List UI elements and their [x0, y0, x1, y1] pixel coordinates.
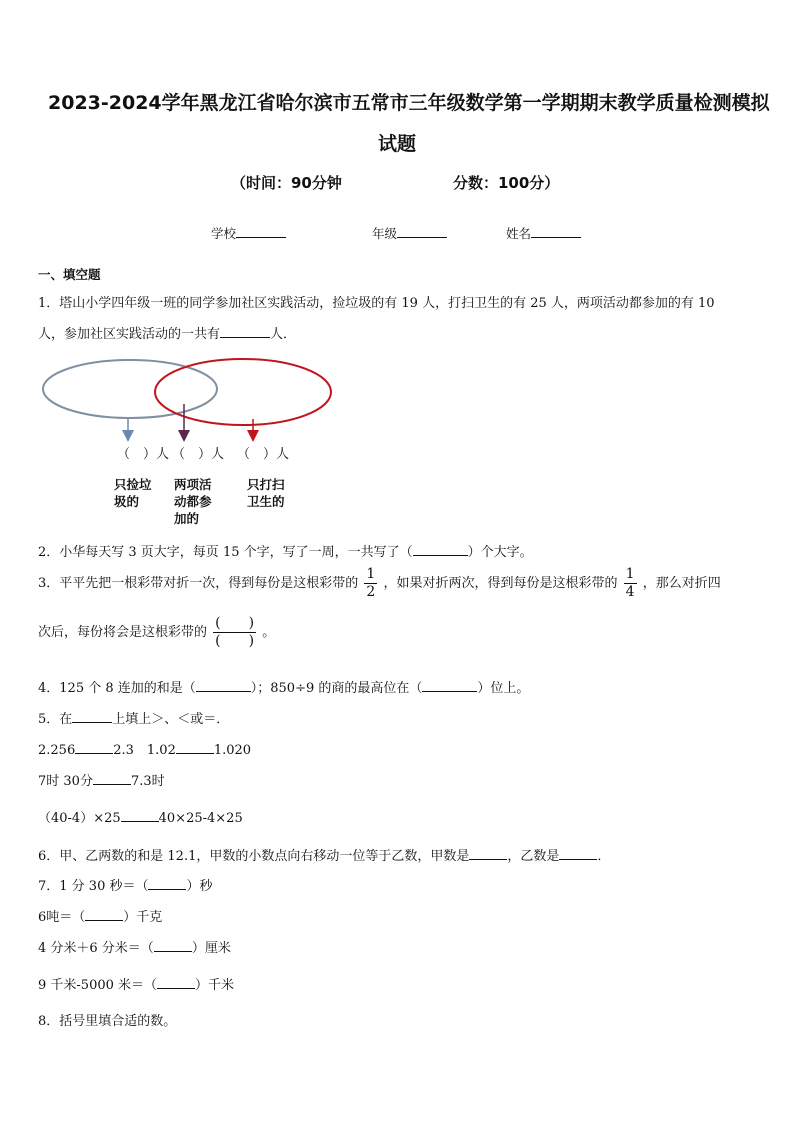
- q3-text-b: ，如果对折两次，得到每份是这根彩带的: [383, 576, 618, 591]
- q4-blank-2[interactable]: [422, 679, 477, 692]
- q6-text-b: ，乙数是: [507, 849, 560, 864]
- q2-answer-blank[interactable]: [413, 543, 468, 556]
- q7-l3-a: 4 分米＋6 分米＝（: [38, 941, 154, 956]
- q5-r3-b: 40×25-4×25: [158, 811, 243, 826]
- q7-l4-b: ）千米: [195, 978, 235, 993]
- q4-text-b: ）；850÷9 的商的最高位在（: [250, 681, 423, 696]
- q7-l4-blank[interactable]: [157, 976, 195, 989]
- frac3-num[interactable]: ( ): [215, 615, 255, 631]
- q5-r3-a: （40-4）×25: [38, 811, 121, 826]
- q3-text-c: ，那么对折四: [642, 576, 721, 591]
- q7-l2-blank[interactable]: [85, 908, 123, 921]
- q5-r1-blank1[interactable]: [75, 741, 113, 754]
- q6-blank-2[interactable]: [559, 847, 597, 860]
- q3-text-a: 3．平平先把一根彩带对折一次，得到每份是这根彩带的: [38, 576, 359, 591]
- venn-slot-3[interactable]: （ ）人: [237, 447, 290, 462]
- venn-left-circle: [43, 360, 217, 418]
- fraction-one-half: [364, 566, 377, 601]
- q5-row3: [38, 807, 243, 826]
- q6-blank-1[interactable]: [469, 847, 507, 860]
- q3-text-d: 次后，每份将会是这根彩带的: [38, 625, 208, 640]
- title-line-2: 试题: [378, 133, 417, 155]
- q5-text-b: 上填上＞、＜或＝．: [112, 712, 230, 727]
- q5-blank-sample: [72, 710, 112, 723]
- q1-text-a: 人，参加社区实践活动的一共有: [38, 327, 221, 342]
- q4-blank-1[interactable]: [196, 679, 251, 692]
- q5-r1-b: 2.3 1.02: [113, 743, 176, 758]
- q5-r3-blank[interactable]: [121, 809, 159, 822]
- q5-r1-c: 1.020: [213, 743, 252, 758]
- q5-row2: [38, 770, 165, 789]
- q7-line2: [38, 906, 162, 925]
- q5-text-a: 5．在: [38, 712, 73, 727]
- fraction-one-quarter: [624, 566, 637, 601]
- q8: 8．括号里填合适的数。: [38, 1014, 177, 1029]
- q7-l2-a: 6吨＝（: [38, 910, 86, 925]
- q7-line4: [38, 974, 234, 993]
- q5-r2-blank[interactable]: [93, 772, 131, 785]
- q1-line1: 1．塔山小学四年级一班的同学参加社区实践活动，捡垃圾的有 19 人，打扫卫生的有 25 人，两项活动都参加的有 10: [38, 296, 715, 311]
- venn-label-only-clean: 只打扫卫生的: [247, 477, 285, 509]
- frac1-num: 1: [366, 566, 376, 582]
- fraction-answer[interactable]: [213, 615, 256, 650]
- q5-r1-blank2[interactable]: [176, 741, 214, 754]
- frac1-den: 2: [366, 584, 376, 600]
- q1-text-b: 人．: [270, 327, 297, 342]
- q7-l1-blank[interactable]: [148, 877, 186, 890]
- q7-l1-b: ）秒: [186, 879, 213, 894]
- q5-intro: [38, 708, 229, 727]
- q7-line1: [38, 875, 213, 894]
- q2: [38, 541, 533, 560]
- venn-slot-2[interactable]: （ ）人: [172, 447, 225, 462]
- q5-row1: [38, 739, 251, 758]
- venn-right-circle: [155, 359, 331, 425]
- section-title: 一、填空题: [38, 267, 101, 282]
- q6-text-c: ．: [597, 849, 611, 864]
- grade-label: 年级: [372, 226, 398, 241]
- frac3-den[interactable]: ( ): [215, 633, 255, 649]
- frac2-num: 1: [625, 566, 635, 582]
- q6-text-a: 6．甲、乙两数的和是 12.1，甲数的小数点向右移动一位等于乙数，甲数是: [38, 849, 470, 864]
- q3-line2: [38, 615, 275, 650]
- q7-l4-a: 9 千米-5000 米＝（: [38, 978, 158, 993]
- q7-line3: [38, 937, 231, 956]
- q4-text-c: ）位上。: [477, 681, 530, 696]
- name-label: 姓名: [506, 226, 532, 241]
- q7-l1-a: 7．1 分 30 秒＝（: [38, 879, 149, 894]
- q2-text-a: 2．小华每天写 3 页大字，每页 15 个字，写了一周，一共写了（: [38, 545, 413, 560]
- school-label: 学校: [211, 226, 237, 241]
- venn-label-only-trash: 只捡垃圾的: [114, 477, 152, 509]
- q4: [38, 677, 529, 696]
- q7-l2-b: ）千克: [123, 910, 163, 925]
- q3-text-e: 。: [262, 625, 276, 640]
- title-line-1: 2023-2024学年黑龙江省哈尔滨市五常市三年级数学第一学期期末教学质量检测模拟: [48, 92, 770, 114]
- q5-r1-a: 2.256: [38, 743, 76, 758]
- frac2-den: 4: [625, 584, 635, 600]
- venn-slot-1[interactable]: （ ）人: [117, 447, 170, 462]
- q6: [38, 845, 610, 864]
- venn-label-both: 两项活动都参加的: [174, 477, 212, 526]
- q5-r2-b: 7.3时: [130, 774, 165, 789]
- exam-time: （时间：90分钟: [231, 174, 342, 192]
- q7-l3-b: ）厘米: [191, 941, 231, 956]
- q3-line1: [38, 566, 721, 601]
- q2-text-b: ）个大字。: [467, 545, 533, 560]
- q4-text-a: 4．125 个 8 连加的和是（: [38, 681, 196, 696]
- q7-l3-blank[interactable]: [154, 939, 192, 952]
- exam-score: 分数：100分）: [453, 174, 560, 192]
- q5-r2-a: 7时 30分: [38, 774, 93, 789]
